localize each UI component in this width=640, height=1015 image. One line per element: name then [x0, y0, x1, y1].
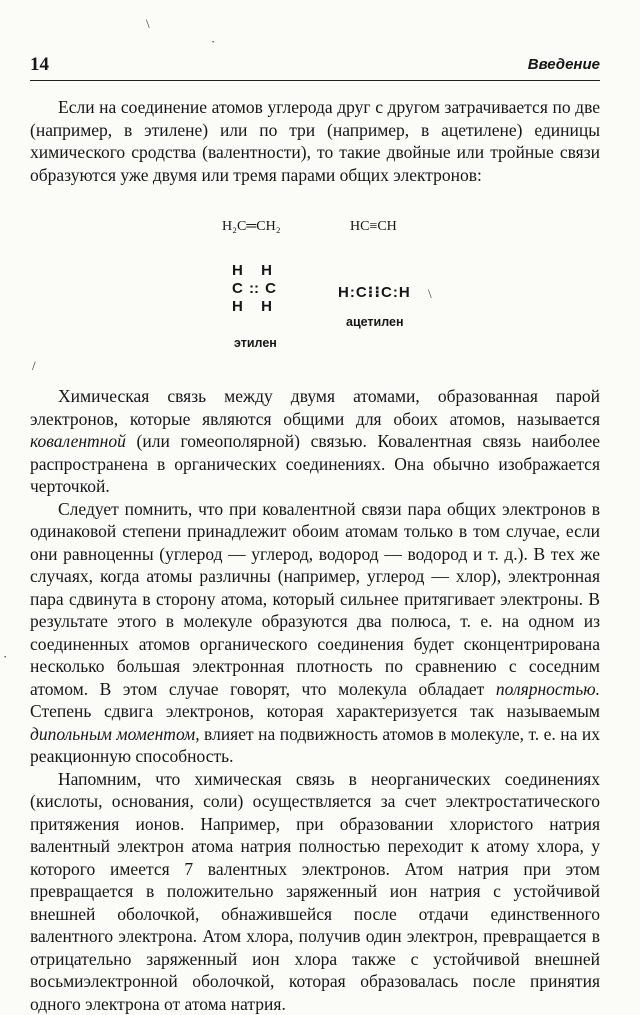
- page-number: 14: [30, 54, 49, 76]
- scan-speck: ·: [211, 34, 215, 50]
- paragraph-ionic-bond: [30, 768, 600, 1015]
- scan-speck: \: [146, 16, 150, 32]
- acetylene-caption: ацетилен: [346, 315, 404, 329]
- ethylene-lewis-structure: [232, 262, 292, 316]
- text-run: Степень сдвига электронов, которая характеризуется так называемым: [30, 701, 600, 721]
- ethylene-h: H: [232, 262, 243, 280]
- paragraph-polarity: [30, 498, 600, 768]
- scan-speck: /: [32, 358, 36, 374]
- acetylene-structural-formula: HC≡CH: [350, 219, 397, 235]
- ethylene-h: H: [232, 298, 243, 316]
- text-run: (или гомеополярной) связью. Ковалентная связь наиболее распространена в органических соединениях. Она обычно изображается черточкой.: [30, 431, 600, 496]
- acetylene-lewis-structure: H:C⁝⁝C:H: [338, 283, 411, 301]
- italic-term: ковалентной: [30, 431, 126, 451]
- ethylene-h: H: [261, 262, 272, 280]
- text-run: Следует помнить, что при ковалентной связи пара общих электронов в одинаковой степени принадлежит обоим атомам только в том случае, если они равноценны (углерод — углерод, водород — водород и т. д.). В тех же случаях, когда атомы различны (например, углерод — хлор), электронная пара сдвинута в сторону атома, который сильнее притягивает электроны. В результате этого в молекуле образуются два полюса, т. е. на одном из соединенных атомов органического соединения будет сконцентрирована несколько большая электронная плотность по сравнению с соседним атомом. В этом случае говорят, что молекула обладает: [30, 499, 600, 699]
- scan-speck: ·: [3, 649, 7, 665]
- italic-term: полярностью.: [496, 679, 600, 699]
- running-head: Введение: [528, 56, 600, 73]
- ethylene-double-bond-dots: ::: [249, 280, 259, 298]
- header-rule: [30, 80, 600, 81]
- intro-paragraph: Если на соединение атомов углерода друг с другом затрачивается по две (например, в этилене) или по три (например, в ацетилене) единицы химического сродства (валентности), то такие двойные или тройные связи образуются уже двумя или тремя парами общих электронов:: [30, 96, 600, 186]
- intro-block: [30, 96, 600, 186]
- main-text: [30, 385, 600, 1015]
- text-run: влияет на подвижность атомов в молекуле, т. е. на их реакционную способность.: [30, 724, 600, 767]
- ethylene-c: C: [232, 280, 243, 298]
- text-run: Химическая связь между двумя атомами, образованная парой электронов, которые являются общими для обоих атомов, называется: [30, 386, 600, 429]
- paragraph-covalent-bond: [30, 385, 600, 498]
- text-run: Напомним, что химическая связь в неорганических соединениях (кислоты, основания, соли) осуществляется за счет электростатического притяжения ионов. Например, при образовании хлористого натрия валентный электрон атома натрия полностью переходит к атому хлора, у которого имеется 7 валентных электронов. Атом натрия при этом превращается в положительно заряженный ион натрия с устойчивой внешней оболочкой, обнажившейся после отдачи единственного валентного электрона. Атом хлора, получив один электрон, превращается в отрицательно заряженный ион хлора также с устойчивой внешней восьмиэлектронной оболочкой, которая образовалась после принятия одного электрона от атома натрия.: [30, 769, 600, 1014]
- ethylene-c: C: [265, 280, 276, 298]
- page-header: [30, 54, 600, 80]
- italic-term: дипольным моментом,: [30, 724, 200, 744]
- ethylene-h: H: [261, 298, 272, 316]
- ethylene-structural-formula: H₂C═CH₂: [222, 219, 281, 235]
- scan-speck: \: [428, 286, 432, 302]
- ethylene-caption: этилен: [234, 336, 277, 350]
